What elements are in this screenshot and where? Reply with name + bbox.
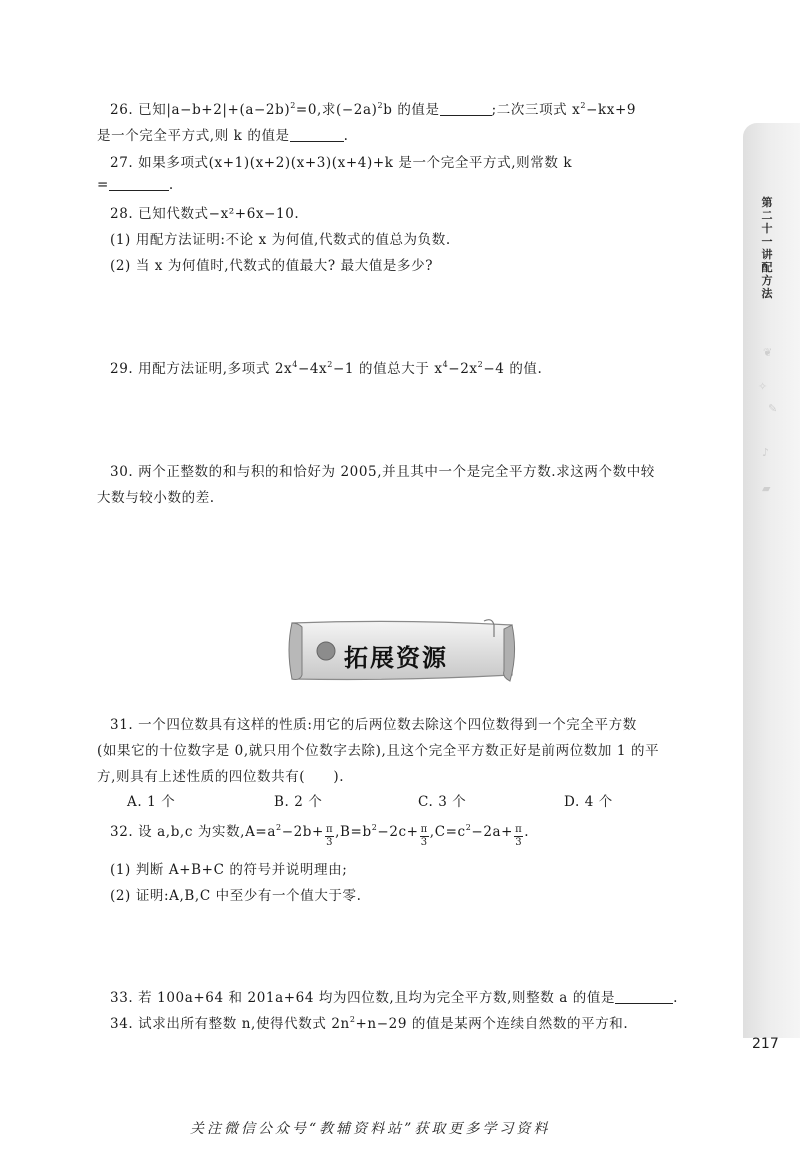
footer-note: 关注微信公众号“教辅资料站”获取更多学习资料 [190, 1121, 551, 1137]
text: . [524, 824, 530, 840]
decorative-pen-icon: ✎ [768, 402, 778, 415]
problem-30-line-2: 大数与较小数的差. [97, 490, 215, 506]
problem-32-line-1 [110, 820, 529, 849]
text: 是一个完全平方式,则 k 的值是 [97, 128, 290, 144]
decorative-book-icon: ▰ [762, 482, 771, 495]
option-d[interactable]: D. 4 个 [564, 794, 613, 810]
text: −2c+ [377, 824, 419, 840]
problem-34 [110, 1012, 628, 1032]
problem-31-line-3: 方,则具有上述性质的四位数共有( ). [97, 769, 345, 785]
problem-26-line-2 [97, 124, 349, 144]
text: 32. 设 a,b,c 为实数,A=a [110, 824, 276, 840]
problem-28-part-2: (2) 当 x 为何值时,代数式的值最大? 最大值是多少? [110, 258, 434, 274]
exponent: 2 [275, 823, 282, 832]
exponent: 2 [477, 360, 484, 369]
numerator: π [420, 824, 428, 835]
problem-27-line-1: 27. 如果多项式(x+1)(x+2)(x+3)(x+4)+k 是一个完全平方式,则常数 k [110, 155, 573, 171]
problem-31-line-2: (如果它的十位数字是 0,就只用个位数字去除),且这个完全平方数正好是前两位数加 1 的平 [97, 743, 660, 759]
text: 33. 若 100a+64 和 201a+64 均为四位数,且均为完全平方数,则整数 a 的值是 [110, 990, 616, 1006]
exponent: 2 [349, 1015, 356, 1024]
option-c[interactable]: C. 3 个 [418, 794, 467, 810]
fraction-pi-over-3 [325, 824, 334, 849]
problem-33 [110, 986, 678, 1006]
text: = [97, 177, 109, 193]
denominator: 3 [326, 837, 334, 848]
exponent: 4 [442, 360, 449, 369]
problem-29 [110, 357, 542, 377]
fraction-pi-over-3 [420, 824, 429, 849]
text: 26. 已知|a−b+2|+(a−2b) [110, 102, 291, 118]
fraction-pi-over-3 [514, 824, 523, 849]
page-number: 217 [752, 1036, 779, 1052]
text: ;二次三项式 x [491, 102, 581, 118]
text: =0,求(−2a) [295, 102, 378, 118]
problem-32-part-1: (1) 判断 A+B+C 的符号并说明理由; [110, 862, 348, 878]
exponent: 2 [377, 101, 384, 110]
exponent: 2 [580, 101, 587, 110]
problem-26-line-1 [110, 98, 636, 118]
text: ,C=c [429, 824, 466, 840]
exponent: 2 [371, 823, 378, 832]
text: −2a+ [471, 824, 514, 840]
problem-31-line-1: 31. 一个四位数具有这样的性质:用它的后两位数去除这个四位数得到一个完全平方数 [110, 717, 637, 733]
text: . [168, 177, 174, 193]
problem-32-part-2: (2) 证明:A,B,C 中至少有一个值大于零. [110, 888, 362, 904]
denominator: 3 [420, 837, 428, 848]
answer-blank[interactable] [290, 127, 344, 142]
answer-blank[interactable] [615, 989, 673, 1004]
option-b[interactable]: B. 2 个 [274, 794, 323, 810]
text: −2b+ [281, 824, 324, 840]
text: 34. 试求出所有整数 n,使得代数式 2n [110, 1016, 350, 1032]
problem-27-line-2 [97, 176, 174, 193]
decorative-note-icon: ♪ [762, 446, 770, 459]
text: −4x [297, 361, 328, 377]
text: ,B=b [335, 824, 372, 840]
chapter-label: 第二十一讲 配方法 [761, 196, 773, 300]
decorative-star-icon: ✧ [758, 380, 768, 393]
decorative-leaf-icon: ❦ [763, 346, 773, 359]
problem-28-part-1: (1) 用配方法证明:不论 x 为何值,代数式的值总为负数. [110, 232, 451, 248]
exponent: 2 [327, 360, 333, 369]
exponent: 4 [292, 360, 298, 369]
text: −2x [448, 361, 478, 377]
answer-blank[interactable] [109, 176, 169, 191]
text: b 的值是 [383, 102, 440, 118]
text: . [343, 128, 349, 144]
text: 29. 用配方法证明,多项式 2x [110, 361, 293, 377]
text: +n−29 的值是某两个连续自然数的平方和. [355, 1016, 629, 1032]
answer-blank[interactable] [440, 101, 492, 116]
text: −kx+9 [586, 102, 637, 118]
problem-28-line-1: 28. 已知代数式−x²+6x−10. [110, 206, 300, 222]
option-a[interactable]: A. 1 个 [127, 794, 176, 810]
section-title: 拓展资源 [344, 644, 448, 672]
numerator: π [325, 824, 334, 835]
exponent: 2 [465, 823, 472, 832]
problem-30-line-1: 30. 两个正整数的和与积的和恰好为 2005,并且其中一个是完全平方数.求这两个数中较 [110, 464, 655, 480]
text: −1 的值总大于 x [332, 361, 443, 377]
exponent: 2 [290, 101, 296, 110]
numerator: π [515, 824, 523, 835]
text: . [673, 990, 678, 1006]
denominator: 3 [515, 837, 523, 848]
text: −4 的值. [483, 361, 543, 377]
